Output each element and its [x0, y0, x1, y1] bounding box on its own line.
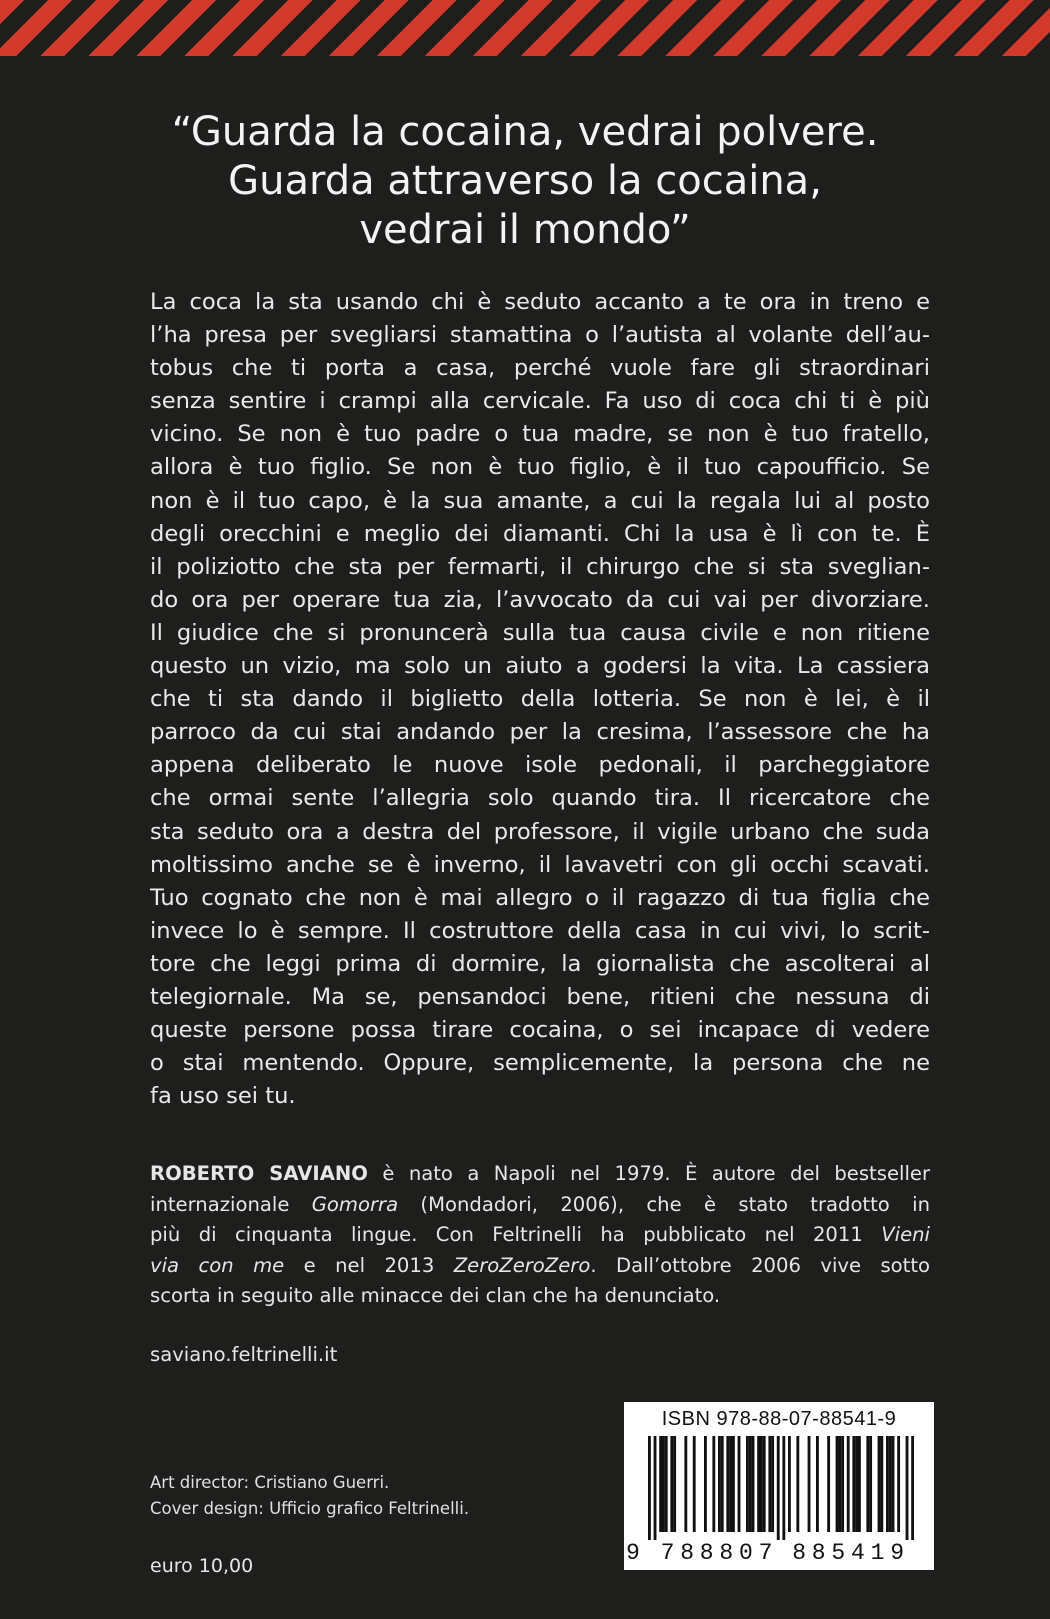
barcode-bar — [777, 1436, 780, 1540]
book-title: ZeroZeroZero — [453, 1253, 591, 1277]
bio-text: (Mondadori, 2006), che è stato tradotto in — [398, 1192, 930, 1216]
quote-line: vedrai il mondo” — [359, 207, 691, 253]
art-director-credit: Art director: Cristiano Guerri. — [150, 1473, 390, 1492]
cover-design-credit: Cover design: Ufficio grafico Feltrinelli. — [150, 1499, 470, 1518]
barcode-bar — [878, 1436, 881, 1532]
blurb-line: questo un vizio, ma solo un aiuto a godersi la vita. La cassiera — [150, 653, 930, 680]
blurb-line: tore che leggi prima di dormire, la giornalista che ascolterai al — [150, 950, 930, 977]
isbn-barcode — [624, 1402, 934, 1570]
blurb-line: Il giudice che si pronuncerà sulla tua causa civile e non ritiene — [150, 619, 930, 646]
bio-line — [150, 1190, 930, 1221]
bio-text: più di cinquanta lingue. Con Feltrinelli ha pubblicato nel 2011 — [150, 1223, 882, 1247]
bio-line — [150, 1159, 930, 1190]
blurb-line: appena deliberato le nuove isole pedonali, il parcheggiatore — [150, 752, 930, 779]
blurb-line: do ora per operare tua zia, l’avvocato da cui vai per divorziare. — [150, 586, 930, 613]
blurb-line: sta seduto ora a destra del professore, il vigile urbano che suda — [150, 818, 930, 845]
blurb-line: moltissimo anche se è inverno, il lavavetri con gli occhi scavati. — [150, 851, 930, 878]
barcode-digit: 8 — [699, 1540, 714, 1566]
barcode-bar — [880, 1436, 883, 1532]
blurb-line: fa uso sei tu. — [150, 1083, 296, 1110]
barcode-bar — [684, 1436, 687, 1532]
barcode-bar — [838, 1436, 841, 1532]
barcode-digit: 7 — [660, 1540, 675, 1566]
barcode-digit: 9 — [626, 1540, 640, 1566]
price-label: euro 10,00 — [150, 1555, 254, 1577]
barcode-bar — [768, 1436, 771, 1532]
barcode-bar — [746, 1436, 749, 1532]
barcode-bar — [855, 1436, 858, 1532]
barcode-digit: 0 — [739, 1540, 753, 1566]
barcode-bar — [749, 1436, 752, 1532]
blurb-paragraph — [150, 286, 930, 1113]
bio-line — [150, 1220, 930, 1251]
barcode-bar — [670, 1436, 673, 1532]
barcode-bar — [757, 1436, 760, 1532]
blurb-line: il poliziotto che sta per fermarti, il chirurgo che si sta sveglian- — [150, 553, 930, 580]
bio-text: . Dall’ottobre 2006 vive sotto — [590, 1253, 931, 1277]
barcode-digit: 4 — [851, 1540, 865, 1566]
barcode-bar — [693, 1436, 696, 1532]
blurb-line: invece lo è sempre. Il costruttore della casa in cui vivi, lo scrit- — [150, 917, 930, 944]
blurb-line: tobus che ti porta a casa, perché vuole fare gli straordinari — [150, 355, 930, 382]
barcode-bar — [648, 1436, 651, 1540]
book-title: via con me — [150, 1253, 285, 1277]
barcode-bar — [721, 1436, 724, 1532]
book-title: Vieni — [881, 1223, 930, 1247]
barcode-bar — [858, 1436, 861, 1532]
book-title: Gomorra — [311, 1192, 399, 1216]
barcode-digit: 7 — [758, 1540, 773, 1566]
barcode-bar — [866, 1436, 869, 1532]
bio-text: è nato a Napoli nel 1979. È autore del bestseller — [367, 1162, 931, 1185]
barcode-bar — [911, 1436, 914, 1540]
barcode-bar — [808, 1436, 811, 1532]
barcode-bar — [836, 1436, 839, 1532]
barcode-bar — [782, 1436, 785, 1540]
blurb-line: l’ha presa per svegliarsi stamattina o l’autista al volante dell’au- — [150, 322, 930, 349]
barcode-bar — [732, 1436, 735, 1532]
barcode-digit: 9 — [890, 1540, 904, 1566]
blurb-line: Tuo cognato che non è mai allegro o il ragazzo di tua figlia che — [150, 884, 930, 911]
bio-text: internazionale — [150, 1192, 312, 1216]
blurb-line: La coca la sta usando chi è seduto accanto a te ora in treno e — [150, 289, 930, 315]
bio-line — [150, 1251, 930, 1282]
author-website: saviano.feltrinelli.it — [150, 1343, 338, 1366]
author-bio — [150, 1159, 930, 1312]
barcode-bar — [892, 1436, 895, 1532]
barcode-bar — [659, 1436, 662, 1532]
barcode-bar — [752, 1436, 755, 1532]
barcode-bar — [889, 1436, 892, 1532]
blurb-line: che ormai sente l’allegria solo quando tira. Il ricercatore che — [150, 785, 930, 812]
barcode-bar — [729, 1436, 732, 1532]
blurb-line: vicino. Se non è tuo padre o tua madre, se non è tuo fratello, — [150, 421, 930, 448]
blurb-line: parroco da cui stai andando per la cresima, l’assessore che ha — [150, 719, 930, 746]
barcode-bar — [852, 1436, 855, 1532]
blurb-line: o stai mentendo. Oppure, semplicemente, la persona che ne — [150, 1050, 930, 1077]
barcode-bar — [726, 1436, 729, 1532]
barcode-bar — [738, 1436, 741, 1532]
barcode-bar — [712, 1436, 715, 1532]
barcode-bar — [662, 1436, 665, 1532]
barcode-digit: 1 — [870, 1540, 885, 1566]
cover-quote — [110, 108, 940, 255]
barcode-bar — [760, 1436, 763, 1532]
barcode-bar — [788, 1436, 791, 1532]
barcode-bar — [763, 1436, 766, 1532]
barcode-bar — [704, 1436, 707, 1532]
barcode-bar — [796, 1436, 799, 1532]
barcode-digit: 8 — [811, 1540, 826, 1566]
bio-text: e nel 2013 — [284, 1253, 454, 1277]
isbn-label: ISBN 978-88-07-88541-9 — [661, 1408, 897, 1430]
barcode-digit: 5 — [831, 1540, 846, 1566]
hazard-stripe-band — [0, 0, 1050, 56]
blurb-line: queste persone possa tirare cocaina, o sei incapace di vedere — [150, 1017, 930, 1044]
barcode-bar — [869, 1436, 872, 1532]
blurb-line: allora è tuo figlio. Se non è tuo figlio, è il tuo capoufficio. Se — [150, 454, 930, 481]
barcode-bar — [897, 1436, 900, 1532]
quote-line: “Guarda la cocaina, vedrai polvere. — [171, 109, 879, 155]
barcode-bar — [886, 1436, 889, 1532]
barcode-bar — [827, 1436, 830, 1532]
barcode-bar — [841, 1436, 844, 1532]
barcode-bar — [771, 1436, 774, 1532]
barcode-bar — [665, 1436, 668, 1532]
blurb-line: senza sentire i crampi alla cervicale. Fa uso di coca chi ti è più — [150, 388, 930, 415]
barcode-digit: 8 — [680, 1540, 694, 1566]
blurb-line: che ti sta dando il biglietto della lotteria. Se non è lei, è il — [150, 686, 930, 713]
quote-line: Guarda attraverso la cocaina, — [228, 158, 822, 204]
design-credits — [150, 1470, 469, 1522]
blurb-line: telegiornale. Ma se, pensandoci bene, ritieni che nessuna di — [150, 983, 930, 1010]
barcode-bar — [906, 1436, 909, 1540]
barcode-bar — [816, 1436, 819, 1532]
barcode-bar — [673, 1436, 676, 1532]
author-name: ROBERTO SAVIANO — [150, 1162, 368, 1185]
barcode-bars — [648, 1436, 914, 1540]
barcode-bar — [718, 1436, 721, 1532]
barcode-bar — [654, 1436, 657, 1540]
blurb-line: degli orecchini e meglio dei diamanti. Chi la usa è lì con te. È — [150, 520, 930, 547]
bio-line: scorta in seguito alle minacce dei clan che ha denunciato. — [150, 1284, 721, 1308]
blurb-line: non è il tuo capo, è la sua amante, a cui la regala lui al posto — [150, 487, 930, 514]
barcode-digit: 8 — [719, 1540, 734, 1566]
barcode-bar — [847, 1436, 850, 1532]
barcode-digit: 8 — [792, 1540, 806, 1566]
